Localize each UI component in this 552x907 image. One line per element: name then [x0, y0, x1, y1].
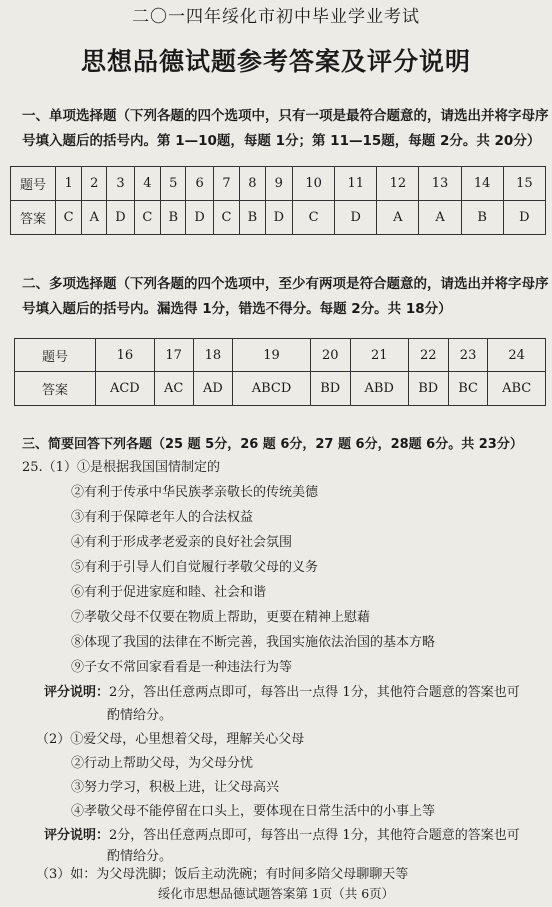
scoring-text: 2分，答出任意两点即可，每答出一点得 1分，其他符合题意的答案也可 [109, 685, 520, 700]
question-number-cell: 15 [503, 167, 545, 201]
question-number-cell: 21 [350, 339, 408, 372]
question-number-cell: 16 [96, 339, 155, 372]
question-number-cell: 7 [213, 167, 239, 201]
answer-cell: D [503, 201, 545, 235]
answer-cell: BD [310, 372, 350, 406]
answer-cell: ABD [350, 372, 408, 406]
scoring-label: 评分说明： [44, 685, 110, 700]
q25-2-line: ④孝敬父母不能停留在口头上，要体现在日常生活中的小事上等 [71, 804, 436, 819]
question-number-cell: 23 [448, 339, 488, 372]
question-number-cell: 18 [193, 339, 233, 372]
answer-cell: D [335, 201, 377, 235]
question-number-cell: 10 [293, 167, 335, 201]
question-number-cell: 17 [154, 339, 193, 372]
answer-cell: D [107, 201, 134, 235]
answer-cell: C [213, 201, 239, 235]
answer-cell: C [56, 201, 82, 235]
answer-cell: BC [448, 372, 488, 406]
question-number-cell: 5 [161, 167, 186, 201]
scoring-note-1 [44, 684, 520, 702]
answer-cell: B [161, 201, 186, 235]
answer-cell: B [240, 201, 265, 235]
q25-2-line: （2）①爱父母，心里想着父母，理解关心父母 [36, 732, 305, 747]
table-row-numbers [15, 339, 546, 372]
section2-heading-line1: 二、多项选择题（下列各题的四个选项中，至少有两项是符合题意的，请选出并将字母序 [22, 276, 549, 292]
answer-cell: BD [408, 372, 448, 406]
question-number-cell: 20 [310, 339, 350, 372]
question-number-cell: 6 [186, 167, 213, 201]
scoring-label: 评分说明： [44, 828, 110, 843]
multiple-choice-table [14, 338, 546, 406]
row-label: 答案 [15, 372, 96, 406]
question-number-cell: 22 [408, 339, 448, 372]
answer-key-title: 思想品德试题参考答案及评分说明 [80, 47, 471, 76]
answer-cell: ACD [96, 372, 155, 406]
question-number-cell: 4 [134, 167, 160, 201]
question-number-cell: 8 [240, 167, 265, 201]
question-number-cell: 24 [488, 339, 546, 372]
q25-1-line: ②有利于传承中华民族孝亲敬长的传统美德 [71, 485, 319, 500]
section1-heading [22, 104, 549, 154]
question-number-cell: 11 [335, 167, 377, 201]
scoring-note-2-cont: 酌情给分。 [107, 849, 173, 864]
question-number-cell: 12 [377, 167, 419, 201]
q25-1-line: ⑤有利于引导人们自觉履行孝敬父母的义务 [71, 560, 319, 575]
q25-1-line: ⑧体现了我国的法律在不断完善，我国实施依法治国的基本方略 [71, 635, 436, 650]
q25-1-line: ③有利于保障老年人的合法权益 [71, 510, 254, 525]
answer-cell: A [82, 201, 107, 235]
answer-cell: ABCD [233, 372, 310, 406]
section2-heading-line2: 号填入题后的括号内。漏选得 1分，错选不得分。每题 2分。共 18分） [22, 301, 452, 317]
q25-3-line: （3）如：为父母洗脚；饭后主动洗碗；有时间多陪父母聊聊天等 [36, 867, 409, 882]
question-number-cell: 13 [419, 167, 461, 201]
row-label: 答案 [11, 201, 56, 235]
q25-1-line: 25.（1）①是根据我国国情制定的 [22, 460, 220, 475]
scoring-note-1-cont: 酌情给分。 [107, 708, 173, 723]
question-number-cell: 3 [107, 167, 134, 201]
q25-2-line: ③努力学习，积极上进，让父母高兴 [71, 780, 280, 795]
answer-cell: A [419, 201, 461, 235]
answer-cell: D [186, 201, 213, 235]
section1-heading-line1: 一、单项选择题（下列各题的四个选项中，只有一项是最符合题意的，请选出并将字母序 [22, 108, 549, 124]
q25-1-line: ⑥有利于促进家庭和睦、社会和谐 [71, 585, 267, 600]
table-row-answers [11, 201, 546, 235]
q25-1-line: ⑨子女不常回家看看是一种违法行为等 [71, 660, 293, 675]
section2-heading [22, 272, 549, 322]
scoring-text: 2分，答出任意两点即可，每答出一点得 1分，其他符合题意的答案也可 [109, 828, 520, 843]
row-label: 题号 [15, 339, 96, 372]
section3-heading: 三、简要回答下列各题（25 题 5分，26 题 6分，27 题 6分，28题 6分。共 23分） [22, 437, 523, 452]
answer-cell: ABC [488, 372, 546, 406]
answer-cell: D [265, 201, 292, 235]
single-choice-table [10, 166, 546, 235]
row-label: 题号 [11, 167, 56, 201]
question-number-cell: 9 [265, 167, 292, 201]
table-row-answers [15, 372, 546, 406]
question-number-cell: 14 [461, 167, 503, 201]
answer-cell: B [461, 201, 503, 235]
q25-2-line: ②行动上帮助父母，为父母分忧 [71, 756, 254, 771]
exam-title: 二〇一四年绥化市初中毕业学业考试 [132, 7, 420, 27]
section1-heading-line2: 号填入题后的括号内。第 1—10题，每题 1分；第 11—15题，每题 2分。共 20分） [22, 133, 541, 149]
answer-cell: A [377, 201, 419, 235]
question-number-cell: 1 [56, 167, 82, 201]
answer-cell: C [293, 201, 335, 235]
table-row-numbers [11, 167, 546, 201]
answer-cell: AD [193, 372, 233, 406]
answer-cell: C [134, 201, 160, 235]
question-number-cell: 19 [233, 339, 310, 372]
answer-cell: AC [154, 372, 193, 406]
scoring-note-2 [44, 827, 520, 845]
q25-1-line: ④有利于形成孝老爱亲的良好社会氛围 [71, 535, 293, 550]
question-number-cell: 2 [82, 167, 107, 201]
page-footer: 绥化市思想品德试题答案第 1页（共 6页） [157, 886, 395, 901]
q25-1-line: ⑦孝敬父母不仅要在物质上帮助，更要在精神上慰藉 [71, 610, 371, 625]
